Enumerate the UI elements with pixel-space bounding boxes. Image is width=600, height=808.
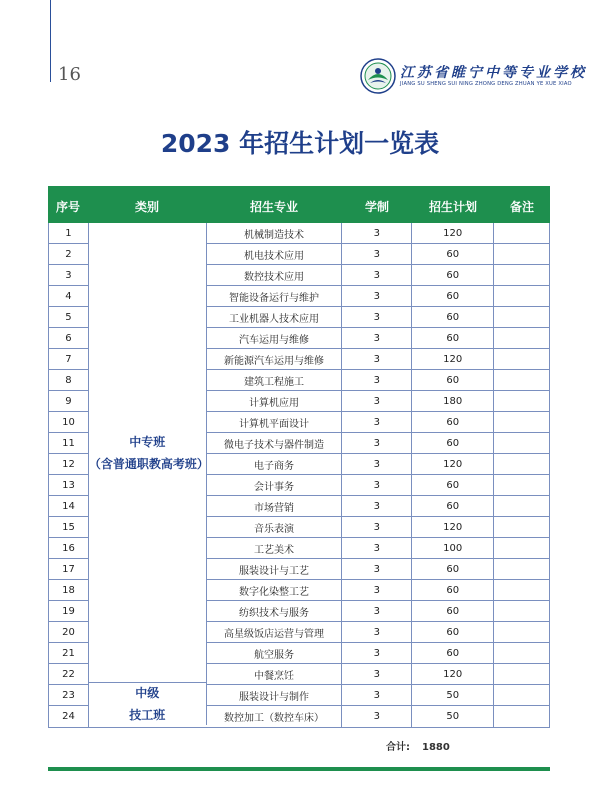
cell-remarks [494, 349, 550, 370]
cell-plan: 50 [412, 706, 494, 727]
category-secondary-vocational [89, 223, 207, 683]
cell-plan: 120 [412, 223, 494, 244]
cell-remarks [494, 412, 550, 433]
cell-major: 音乐表演 [207, 517, 343, 538]
cell-major: 建筑工程施工 [207, 370, 343, 391]
cell-major: 会计事务 [207, 475, 343, 496]
cell-plan: 60 [412, 580, 494, 601]
total-row [386, 738, 450, 753]
header-plan: 招生计划 [428, 199, 477, 214]
column-remarks [494, 223, 550, 727]
cell-no: 21 [49, 643, 89, 664]
cell-years: 3 [342, 328, 412, 349]
cell-no: 20 [49, 622, 89, 643]
cell-major: 数控加工（数控车床） [207, 706, 343, 727]
cell-remarks [494, 580, 550, 601]
cell-remarks [494, 265, 550, 286]
cell-years: 3 [342, 643, 412, 664]
cell-major: 计算机应用 [207, 391, 343, 412]
table-header [48, 189, 550, 223]
cell-remarks [494, 475, 550, 496]
cell-remarks [494, 433, 550, 454]
column-category [89, 223, 207, 727]
cell-years: 3 [342, 265, 412, 286]
page-number: 16 [58, 64, 81, 85]
cell-remarks [494, 643, 550, 664]
cell-plan: 60 [412, 601, 494, 622]
cell-years: 3 [342, 706, 412, 727]
cell-major: 汽车运用与维修 [207, 328, 343, 349]
cell-no: 14 [49, 496, 89, 517]
cell-no: 18 [49, 580, 89, 601]
cell-major: 中餐烹饪 [207, 664, 343, 685]
cell-major: 服装设计与工艺 [207, 559, 343, 580]
cell-plan: 60 [412, 244, 494, 265]
cell-years: 3 [342, 349, 412, 370]
cell-major: 新能源汽车运用与维修 [207, 349, 343, 370]
cell-major: 电子商务 [207, 454, 343, 475]
cell-remarks [494, 286, 550, 307]
cell-years: 3 [342, 538, 412, 559]
cell-major: 计算机平面设计 [207, 412, 343, 433]
header-remarks: 备注 [509, 199, 534, 214]
cell-plan: 60 [412, 265, 494, 286]
cell-remarks [494, 496, 550, 517]
school-name: 江苏省睢宁中等专业学校 [400, 65, 587, 81]
cell-major: 工艺美术 [207, 538, 343, 559]
cell-plan: 100 [412, 538, 494, 559]
cell-remarks [494, 223, 550, 244]
cell-major: 机械制造技术 [207, 223, 343, 244]
cell-no: 10 [49, 412, 89, 433]
cell-no: 23 [49, 685, 89, 706]
total-value: 1880 [422, 742, 450, 753]
cell-plan: 60 [412, 307, 494, 328]
column-plan [412, 223, 494, 727]
cell-years: 3 [342, 496, 412, 517]
cell-no: 5 [49, 307, 89, 328]
table-body [48, 223, 550, 728]
cell-no: 7 [49, 349, 89, 370]
cell-plan: 60 [412, 622, 494, 643]
cell-major: 工业机器人技术应用 [207, 307, 343, 328]
cell-plan: 120 [412, 349, 494, 370]
cell-plan: 60 [412, 412, 494, 433]
cell-plan: 60 [412, 643, 494, 664]
cell-no: 1 [49, 223, 89, 244]
cell-plan: 60 [412, 559, 494, 580]
cell-plan: 60 [412, 496, 494, 517]
cell-major: 数控技术应用 [207, 265, 343, 286]
cell-plan: 120 [412, 517, 494, 538]
school-pinyin: JIANG SU SHENG SUI NING ZHONG DENG ZHUAN YE XUE XIAO [400, 81, 572, 87]
cell-no: 8 [49, 370, 89, 391]
cell-major: 数字化染整工艺 [207, 580, 343, 601]
margin-line [50, 0, 51, 82]
cell-remarks [494, 391, 550, 412]
cell-major: 微电子技术与器件制造 [207, 433, 343, 454]
cell-remarks [494, 244, 550, 265]
school-emblem-icon [360, 58, 396, 94]
cell-plan: 60 [412, 475, 494, 496]
column-no [49, 223, 89, 727]
cell-major: 高星级饭店运营与管理 [207, 622, 343, 643]
cell-years: 3 [342, 475, 412, 496]
header-years: 学制 [364, 199, 389, 214]
cell-years: 3 [342, 370, 412, 391]
cell-no: 6 [49, 328, 89, 349]
cell-no: 16 [49, 538, 89, 559]
cell-years: 3 [342, 244, 412, 265]
cell-years: 3 [342, 433, 412, 454]
cell-plan: 180 [412, 391, 494, 412]
category-label: 中级 [135, 686, 160, 700]
cell-no: 3 [49, 265, 89, 286]
category-sublabel: （含普通职教高考班） [88, 456, 209, 471]
cell-plan: 60 [412, 286, 494, 307]
cell-years: 3 [342, 622, 412, 643]
cell-major: 智能设备运行与维护 [207, 286, 343, 307]
enrollment-table [48, 186, 550, 728]
cell-years: 3 [342, 391, 412, 412]
cell-plan: 60 [412, 370, 494, 391]
cell-years: 3 [342, 664, 412, 685]
cell-major: 航空服务 [207, 643, 343, 664]
header-major: 招生专业 [249, 199, 298, 214]
total-label: 合计: [386, 742, 410, 753]
category-technician [89, 683, 207, 725]
cell-major: 纺织技术与服务 [207, 601, 343, 622]
cell-years: 3 [342, 601, 412, 622]
cell-major: 市场营销 [207, 496, 343, 517]
cell-no: 9 [49, 391, 89, 412]
cell-years: 3 [342, 454, 412, 475]
cell-years: 3 [342, 286, 412, 307]
cell-no: 13 [49, 475, 89, 496]
cell-no: 24 [49, 706, 89, 727]
cell-plan: 120 [412, 664, 494, 685]
page-title: 2023 年招生计划一览表 [160, 129, 440, 158]
cell-major: 机电技术应用 [207, 244, 343, 265]
cell-plan: 60 [412, 328, 494, 349]
cell-plan: 120 [412, 454, 494, 475]
cell-no: 2 [49, 244, 89, 265]
cell-plan: 50 [412, 685, 494, 706]
column-major [207, 223, 343, 727]
cell-remarks [494, 454, 550, 475]
header-category: 类别 [134, 199, 159, 214]
cell-no: 11 [49, 433, 89, 454]
cell-major: 服装设计与制作 [207, 685, 343, 706]
column-years [342, 223, 412, 727]
cell-years: 3 [342, 307, 412, 328]
category-sublabel: 技工班 [129, 708, 166, 722]
cell-remarks [494, 538, 550, 559]
cell-remarks [494, 685, 550, 706]
cell-no: 19 [49, 601, 89, 622]
cell-remarks [494, 517, 550, 538]
cell-years: 3 [342, 223, 412, 244]
cell-remarks [494, 559, 550, 580]
cell-years: 3 [342, 517, 412, 538]
header-no: 序号 [55, 199, 80, 214]
cell-years: 3 [342, 559, 412, 580]
cell-no: 12 [49, 454, 89, 475]
cell-no: 15 [49, 517, 89, 538]
cell-years: 3 [342, 685, 412, 706]
cell-remarks [494, 601, 550, 622]
cell-years: 3 [342, 412, 412, 433]
cell-no: 17 [49, 559, 89, 580]
cell-remarks [494, 307, 550, 328]
cell-remarks [494, 328, 550, 349]
footer-rule [48, 767, 550, 771]
cell-remarks [494, 370, 550, 391]
cell-years: 3 [342, 580, 412, 601]
cell-no: 22 [49, 664, 89, 685]
cell-remarks [494, 664, 550, 685]
cell-plan: 60 [412, 433, 494, 454]
cell-remarks [494, 622, 550, 643]
cell-remarks [494, 706, 550, 727]
cell-no: 4 [49, 286, 89, 307]
category-label: 中专班 [129, 434, 166, 449]
